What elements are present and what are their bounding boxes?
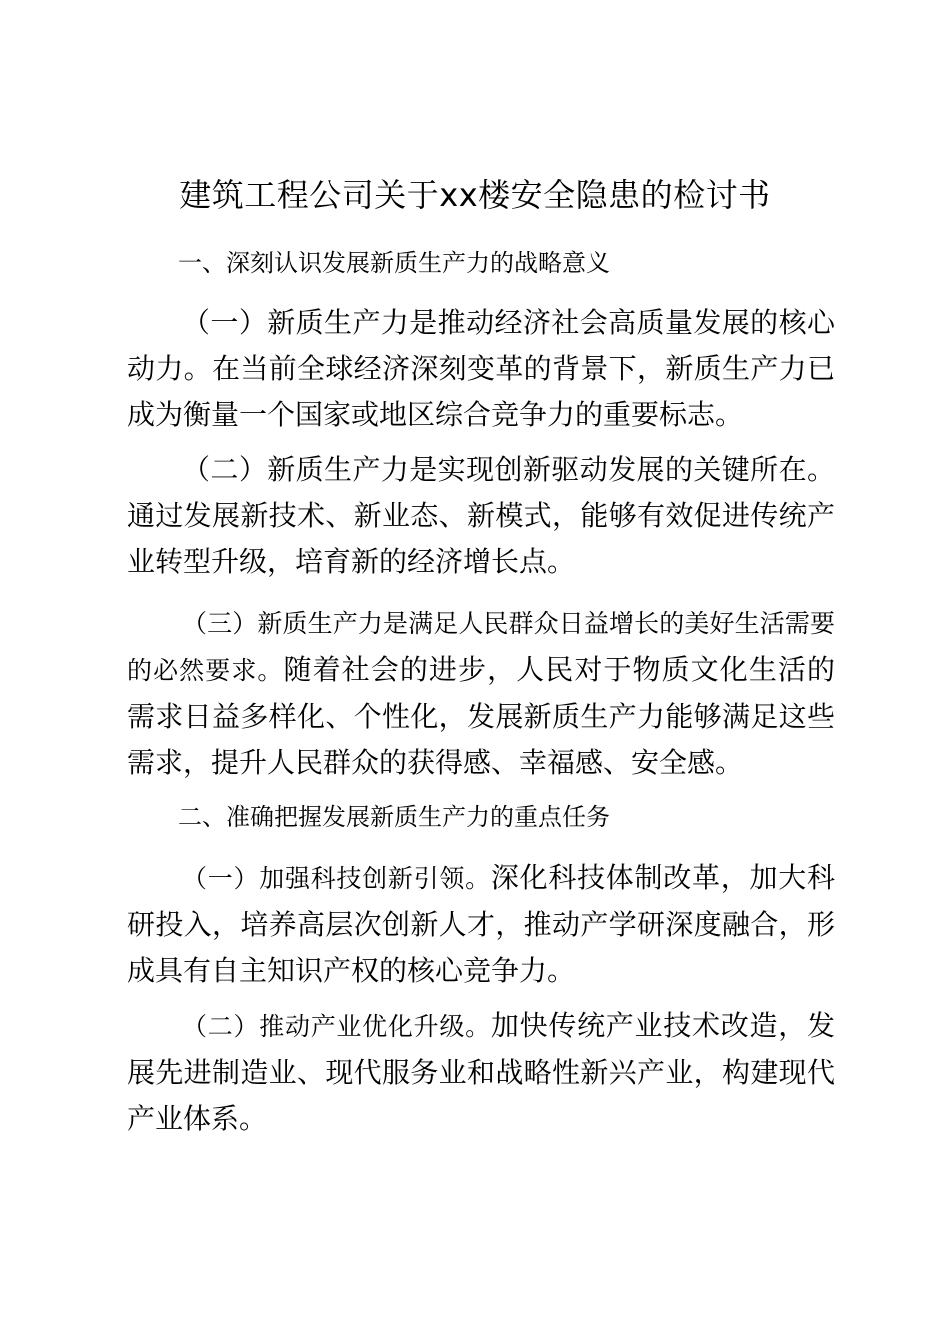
- section-heading-2: 二、准确把握发展新质生产力的重点任务: [178, 803, 610, 831]
- paragraph-1-3-body: 随着社会的进步，人民对于物质文化生活的需求日益多样化、个性化，发展新质生产力能够满足这些需求，提升人民群众的获得感、幸福感、安全感。: [127, 653, 835, 779]
- paragraph-2-2-lead: （二）推动产业优化升级。: [182, 1012, 491, 1041]
- paragraph-2-1-lead: （一）加强科技创新引领。: [182, 864, 491, 893]
- document-title: 建筑工程公司关于xx楼安全隐患的检讨书: [179, 176, 771, 214]
- paragraph-1-3-lead: （三）新质生产力是满足人民群众日益增长的美好生活需要的必然要求。: [127, 609, 835, 685]
- paragraph-2-1-body: 深化科技体制改革，加大科研投入，培养高层次创新人才，推动产学研深度融合，形成具有自主知识产权的核心竞争力。: [127, 861, 835, 987]
- paragraph-2-1: [127, 855, 835, 994]
- paragraph-1-1: （一）新质生产力是推动经济社会高质量发展的核心动力。在当前全球经济深刻变革的背景下，新质生产力已成为衡量一个国家或地区综合竞争力的重要标志。: [127, 306, 835, 431]
- paragraph-1-3: [127, 600, 835, 786]
- paragraph-2-2-body: 加快传统产业技术改造，发展先进制造业、现代服务业和战略性新兴产业，构建现代产业体系。: [127, 1009, 835, 1135]
- section-heading-1: 一、深刻认识发展新质生产力的战略意义: [178, 249, 610, 277]
- paragraph-2-2: [127, 1003, 835, 1142]
- paragraph-1-2: （二）新质生产力是实现创新驱动发展的关键所在。通过发展新技术、新业态、新模式，能够有效促进传统产业转型升级，培育新的经济增长点。: [127, 453, 835, 578]
